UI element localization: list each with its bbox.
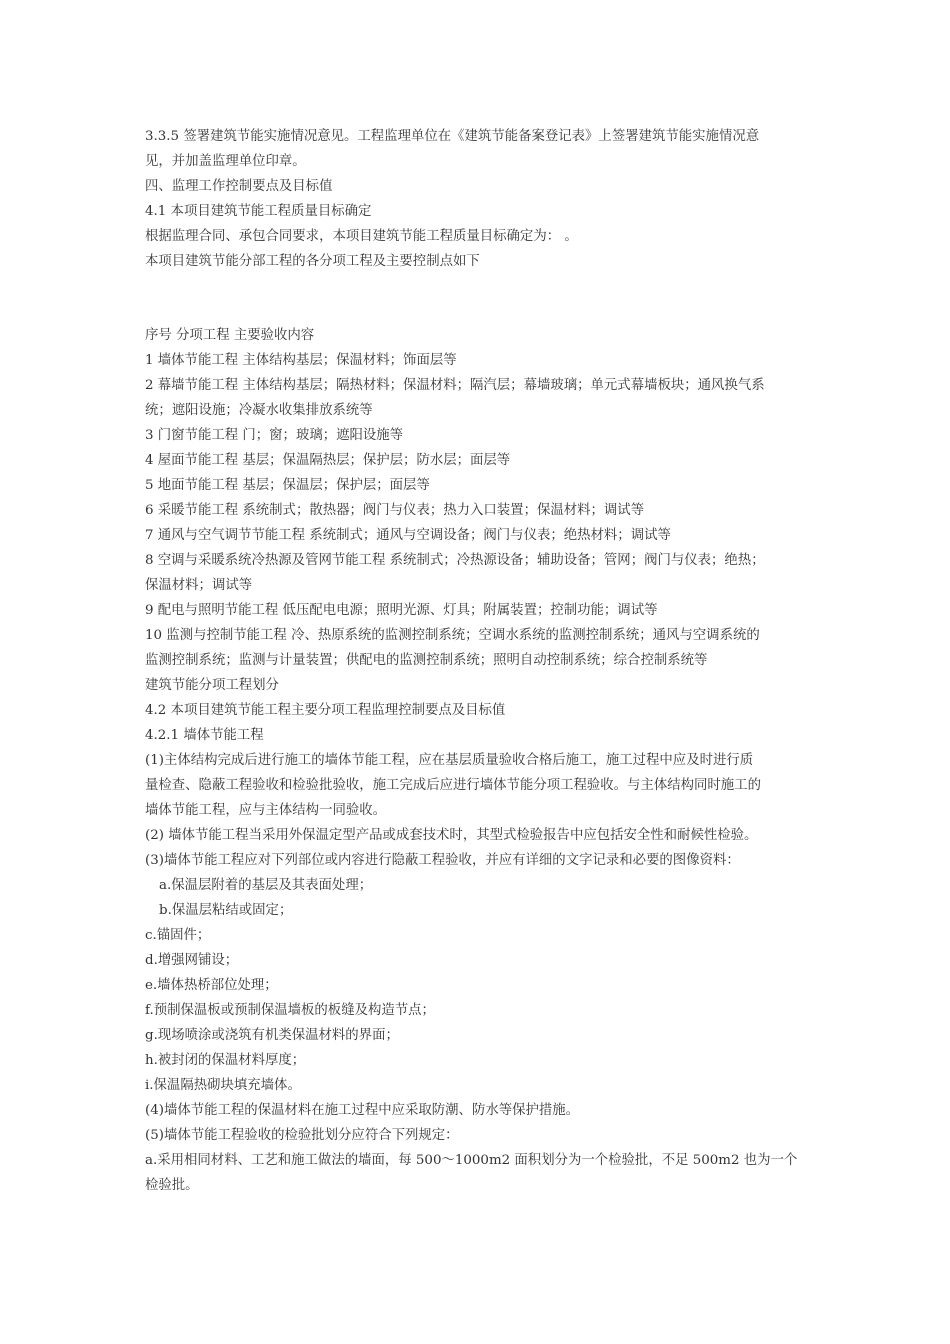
sub-item: f.预制保温板或预制保温墙板的板缝及构造节点； [145, 1003, 435, 1018]
subsection-heading: 4.1 本项目建筑节能工程质量目标确定 [145, 204, 372, 219]
list-item: 2 幕墙节能工程 主体结构基层；隔热材料；保温材料；隔汽层；幕墙玻璃；单元式幕墙板块；通风换气系 [145, 378, 765, 393]
sub-item: b.保温层粘结或固定； [159, 903, 293, 918]
list-item: 4 屋面节能工程 基层；保温隔热层；保护层；防水层；面层等 [145, 453, 511, 468]
table-header-line: 序号 分项工程 主要验收内容 [145, 328, 315, 343]
paragraph-line: (2) 墙体节能工程当采用外保温定型产品或成套技术时，其型式检验报告中应包括安全性和耐候性检验。 [145, 828, 758, 843]
document-body [145, 124, 817, 1198]
paragraph-line: (5)墙体节能工程验收的检验批划分应符合下列规定： [145, 1128, 459, 1143]
sub-item-continued: 检验批。 [145, 1178, 199, 1193]
subsection-heading: 4.2.1 墙体节能工程 [145, 728, 264, 743]
list-item-continued: 监测控制系统；监测与计量装置；供配电的监测控制系统；照明自动控制系统；综合控制系统等 [145, 653, 708, 668]
table-caption: 建筑节能分项工程划分 [145, 678, 279, 693]
subsection-heading: 4.2 本项目建筑节能工程主要分项工程监理控制要点及目标值 [145, 703, 506, 718]
paragraph-line: 量检查、隐蔽工程验收和检验批验收，施工完成后应进行墙体节能分项工程验收。与主体结构同时施工的 [145, 778, 761, 793]
sub-item: g.现场喷涂或浇筑有机类保温材料的界面； [145, 1028, 399, 1043]
list-item: 6 采暖节能工程 系统制式；散热器；阀门与仪表；热力入口装置；保温材料；调试等 [145, 503, 645, 518]
list-item-continued: 统；遮阳设施；冷凝水收集排放系统等 [145, 403, 373, 418]
paragraph-line: (4)墙体节能工程的保温材料在施工过程中应采取防潮、防水等保护措施。 [145, 1103, 580, 1118]
paragraph-line: (3)墙体节能工程应对下列部位或内容进行隐蔽工程验收，并应有详细的文字记录和必要的图像资料： [145, 853, 740, 868]
list-item: 7 通风与空气调节节能工程 系统制式；通风与空调设备；阀门与仪表；绝热材料；调试等 [145, 528, 671, 543]
list-item: 9 配电与照明节能工程 低压配电电源；照明光源、灯具；附属装置；控制功能；调试等 [145, 603, 658, 618]
text-line: 3.3.5 签署建筑节能实施情况意见。工程监理单位在《建筑节能备案登记表》上签署建筑节能实施情况意 [145, 129, 760, 144]
text-line: 本项目建筑节能分部工程的各分项工程及主要控制点如下 [145, 254, 480, 269]
sub-item: a.采用相同材料、工艺和施工做法的墙面，每 500～1000m2 面积划分为一个检验批，不足 500m2 也为一个 [145, 1153, 798, 1168]
sub-item: a.保温层附着的基层及其表面处理； [159, 878, 373, 893]
section-heading: 四、监理工作控制要点及目标值 [145, 179, 333, 194]
text-line: 见，并加盖监理单位印章。 [145, 154, 306, 169]
list-item: 1 墙体节能工程 主体结构基层；保温材料；饰面层等 [145, 353, 457, 368]
list-item: 5 地面节能工程 基层；保温层；保护层；面层等 [145, 478, 430, 493]
text-line: 根据监理合同、承包合同要求，本项目建筑节能工程质量目标确定为： 。 [145, 229, 578, 244]
list-item: 10 监测与控制节能工程 冷、热原系统的监测控制系统；空调水系统的监测控制系统；通风与空调系统的 [145, 628, 760, 643]
paragraph-line: 墙体节能工程，应与主体结构一同验收。 [145, 803, 387, 818]
list-item: 8 空调与采暖系统冷热源及管网节能工程 系统制式；冷热源设备；辅助设备；管网；阀门与仪表；绝热； [145, 553, 765, 568]
sub-item: i.保温隔热砌块填充墙体。 [145, 1078, 301, 1093]
sub-item: h.被封闭的保温材料厚度； [145, 1053, 306, 1068]
sub-item: c.锚固件； [145, 928, 211, 943]
list-item-continued: 保温材料；调试等 [145, 578, 253, 593]
list-item: 3 门窗节能工程 门；窗；玻璃；遮阳设施等 [145, 428, 404, 443]
paragraph-line: (1)主体结构完成后进行施工的墙体节能工程，应在基层质量验收合格后施工，施工过程中应及时进行质 [145, 753, 754, 768]
blank-space [145, 274, 817, 323]
sub-item: d.增强网铺设； [145, 953, 239, 968]
sub-item: e.墙体热桥部位处理； [145, 978, 278, 993]
